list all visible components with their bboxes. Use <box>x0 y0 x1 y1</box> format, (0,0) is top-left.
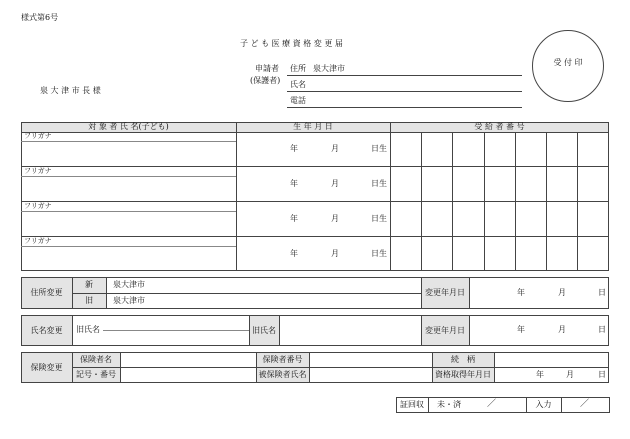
address-change-day: 日 <box>598 288 606 297</box>
relation-label: 続 柄 <box>451 354 475 364</box>
reception-stamp-circle <box>532 30 604 102</box>
row3-month: 月 <box>331 214 339 223</box>
name-change-year: 年 <box>517 325 525 334</box>
row3-day: 日生 <box>371 214 387 223</box>
row4-furigana-label: フリガナ <box>24 237 52 245</box>
old-surname-label: 旧氏名 <box>76 325 100 334</box>
address-change-year: 年 <box>517 288 525 297</box>
applicant-label: 申請者 <box>255 64 279 73</box>
row2-month: 月 <box>331 179 339 188</box>
header-recipient-number: 受 給 者 番 号 <box>474 122 525 131</box>
name-change-day: 日 <box>598 325 606 334</box>
name-change-label: 氏名変更 <box>30 325 63 335</box>
insurer-number-label: 保険者番号 <box>262 354 303 364</box>
symbol-number-label: 記号・番号 <box>76 370 116 379</box>
address-change-month: 月 <box>558 288 566 297</box>
acquired-year: 年 <box>536 370 544 379</box>
acquired-month: 月 <box>566 370 574 379</box>
header-birthdate: 生 年 月 日 <box>293 122 333 131</box>
row1-furigana-label: フリガナ <box>24 132 52 140</box>
applicant-name-label: 氏名 <box>290 80 306 89</box>
form-number: 様式第6号 <box>21 13 59 22</box>
input-label: 入力 <box>535 400 552 409</box>
row4-year: 年 <box>290 249 298 258</box>
row2-day: 日生 <box>371 179 387 188</box>
row3-furigana-label: フリガナ <box>24 202 52 210</box>
address-old-label: 旧 <box>85 296 93 305</box>
applicant-phone-label: 電話 <box>290 96 306 105</box>
certificate-slash: ／ <box>487 399 497 409</box>
certificate-collection-value: 未・済 <box>437 400 461 409</box>
addressee: 泉 大 津 市 長 様 <box>40 86 101 95</box>
row2-furigana-label: フリガナ <box>24 167 52 175</box>
insured-name-label: 被保険者氏名 <box>258 370 307 379</box>
address-new-value[interactable]: 泉大津市 <box>113 280 145 289</box>
row4-month: 月 <box>331 249 339 258</box>
row4-day: 日生 <box>371 249 387 258</box>
address-change-label: 住所変更 <box>30 288 63 297</box>
applicant-address-label: 住所 <box>290 64 306 73</box>
row3-year: 年 <box>290 214 298 223</box>
form-title: 子 ど も 医 療 資 格 変 更 届 <box>240 39 343 48</box>
reception-stamp-label: 受 付 印 <box>553 58 583 67</box>
name-change-date-label: 変更年月日 <box>425 325 465 335</box>
row2-year: 年 <box>290 179 298 188</box>
certificate-collection-label: 証回収 <box>400 400 424 409</box>
row1-year: 年 <box>290 144 298 153</box>
address-change-date-label: 変更年月日 <box>425 288 465 297</box>
address-old-value[interactable]: 泉大津市 <box>113 296 145 305</box>
name-change-month: 月 <box>558 325 566 334</box>
acquired-date-label: 資格取得年月日 <box>435 370 491 379</box>
insurance-change-label: 保険変更 <box>30 362 63 372</box>
row1-month: 月 <box>331 144 339 153</box>
row1-day: 日生 <box>371 144 387 153</box>
applicant-sub-label: (保護者) <box>250 76 281 85</box>
input-slash: ／ <box>580 399 590 409</box>
header-subject-name: 対 象 者 氏 名(子ども) <box>88 122 169 131</box>
insurer-name-label: 保険者名 <box>80 354 112 364</box>
applicant-address-value[interactable]: 泉大津市 <box>313 64 345 73</box>
acquired-day: 日 <box>598 370 606 379</box>
old-name-label: 旧氏名 <box>252 325 276 335</box>
address-new-label: 新 <box>85 280 93 289</box>
